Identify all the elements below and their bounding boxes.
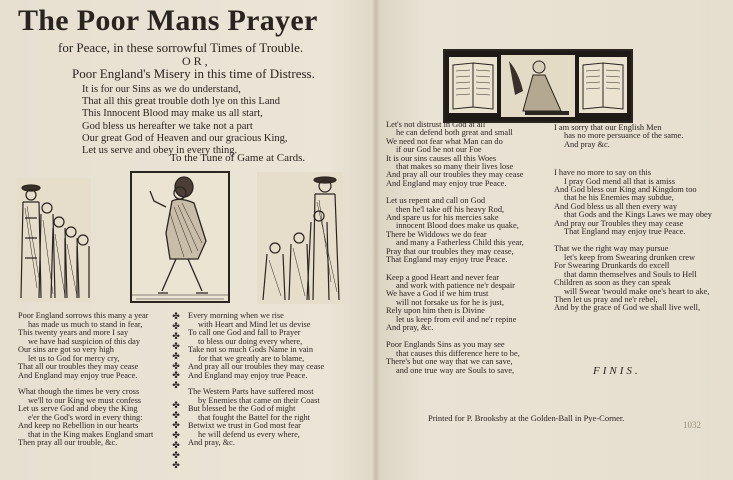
stanza: Every morning when we rise with Heart and Mind let us devise To call one God and fall to Prayer to bless our doing every where, Take not so much Gods Name in vain for that we greatly are to blame, And pray all our troubles they may cease And England may enjoy true Peace. — [188, 311, 325, 380]
woodcut-walking-man — [130, 171, 230, 303]
woodcut-angel-with-books — [443, 49, 633, 123]
stanza: Poor England sorrows this many a year has made us much to stand in fear, This twenty years and more I say we have had suspicion of this day Our sins are got so very high let us to God for mercy cry, That all our troubles they may cease And England may enjoy true Peace. — [18, 311, 149, 380]
finis: FINIS. — [593, 365, 641, 377]
broadside-subtitle: for Peace, in these sorrowful Times of Trouble. — [58, 40, 304, 55]
woodcut-group-right — [257, 172, 343, 304]
intro-verse: It is for our Sins as we do understand, That all this great trouble doth lye on this Land This Innocent Blood may make us all start, God bless us hereafter we take not a part Our great God of Heaven and our gracious King, Let us serve and obey in every thing. — [82, 84, 288, 157]
stanza: I have no more to say on this I pray God mend all that is amiss And God bless our King and Kingdom too that he his Enemies may subdue, And God bless us all then every way that Gods and the Kings Laws we may obey And pray our Troubles they may cease That England may enjoy true Peace. — [554, 168, 712, 237]
ornament-column — [170, 312, 182, 471]
verse-column-middle — [188, 312, 324, 456]
tune-line: To the Tune of Game at Cards. — [170, 152, 306, 164]
stanza: Let's not distrust in God at all he can defend both great and small We need not fear what Man can do if our God be not our Foe It is our sins causes all this Woes that makes so many their lives lose And pray all our troubles they may cease And England may enjoy true Peace. — [386, 120, 524, 188]
verse-column-right-a — [386, 121, 524, 384]
alternate-title: Poor England's Misery in this time of Distress. — [72, 66, 315, 81]
stanza: The Western Parts have suffered most by Enemies that came on their Coast But blessed be the God of might that fought the Battel for the right Betwixt we trust in God most fear he will defend us every where, And pray, &c. — [188, 387, 320, 447]
stanza: Keep a good Heart and never fear and work with patience ne'r despair We have a God if we him trust will not forsake us for he is just, Rely upon him then is Divine let us keep from evil and ne'r repine And pray, &c. — [386, 272, 517, 332]
verse-column-right-b — [554, 124, 712, 322]
fleuron-icon: ✤ ✤ ✤ ✤ ✤ ✤ ✤ ✤ ✤ ✤ ✤ ✤ ✤ ✤ ✤ — [172, 311, 180, 470]
or-divider: OR, — [182, 54, 211, 68]
stanza: I am sorry that our English Men has no more persuance of the same. And pray &c. — [554, 123, 684, 149]
stanza: That we the right way may pursue let's keep from Swearing drunken crew For Swearing Drunkards do excell that damn themselves and Souls to Hell Children as soon as they can speak will Swear 'twould make one's heart to ake, Then let us pray and ne'r rebel, And by the grace of God we shall live well, — [554, 244, 710, 313]
imprint: Printed for P. Brooksby at the Golden-Ball in Pye-Corner. — [428, 413, 625, 423]
woodcut-group-left — [17, 178, 91, 302]
stanza: Poor Englands Sins as you may see that causes this difference here to be, There's but one way that we can save, and one true way are Souls to save, — [386, 340, 520, 375]
broadside-title: The Poor Mans Prayer — [18, 4, 318, 37]
verse-column-left — [18, 312, 153, 456]
page-fold — [372, 0, 380, 480]
catalog-mark: 1032 — [683, 420, 701, 430]
stanza: Let us repent and call on God then he'l take off his heavy Rod, And spare us for his mercies sake innocent Blood does make us quake, There be Widdows we do fear and many a Fatherless Child this year, Pray that our troubles they may cease, That England may enjoy true Peace. — [386, 196, 524, 265]
stanza: What though the times be very cross we'll to our King we must confess Let us serve God and obey the King e'er the God's word in every thing: And keep no Rebellion in our hearts that in the King makes England smart Then pray all our trouble, &c. — [18, 387, 154, 447]
